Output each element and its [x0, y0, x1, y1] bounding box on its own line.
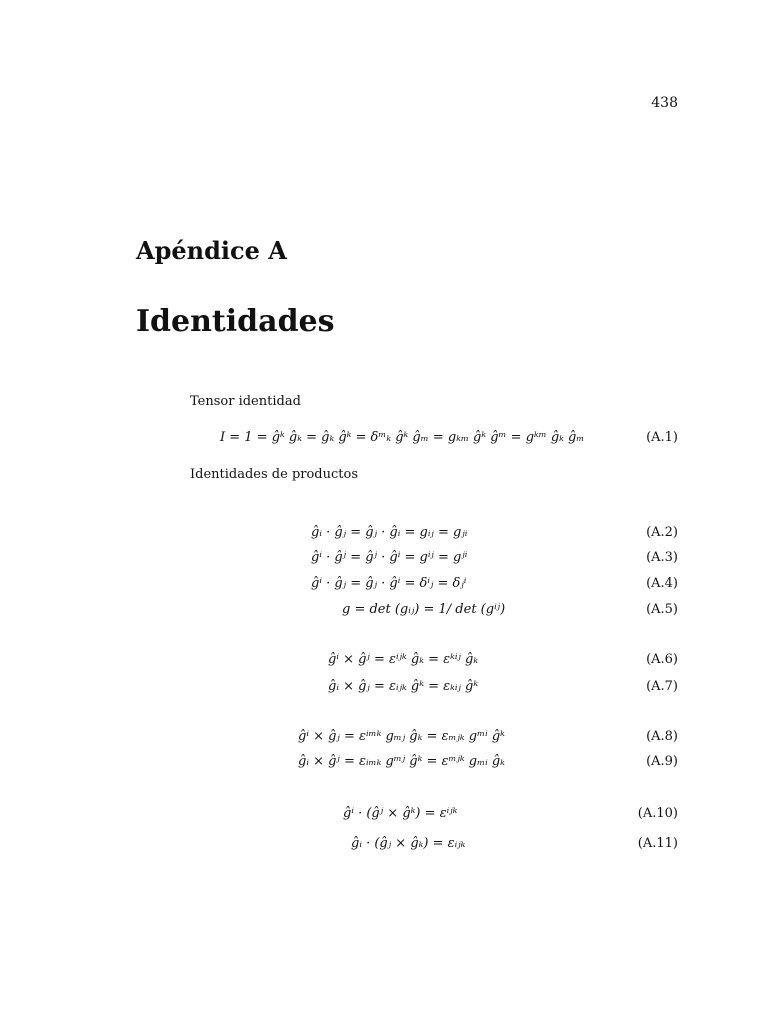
equation-number: (A.3): [646, 550, 678, 565]
equation-number: (A.11): [637, 836, 678, 851]
equation-row: [190, 754, 678, 776]
equation-number: (A.5): [646, 602, 678, 617]
equation-row: [190, 806, 678, 828]
equation-number: (A.1): [646, 430, 678, 445]
equation-row: [190, 729, 678, 751]
equation-formula: ĝⁱ · ĝʲ = ĝʲ · ĝⁱ = gⁱʲ = gʲⁱ: [311, 550, 468, 565]
equation-number: (A.7): [646, 679, 678, 694]
equation-row: [190, 652, 678, 674]
appendix-label: Apéndice A: [136, 236, 287, 265]
equation-formula: ĝⁱ × ĝʲ = εⁱʲᵏ ĝₖ = εᵏⁱʲ ĝₖ: [328, 652, 479, 667]
equation-formula: ĝᵢ × ĝⱼ = εᵢⱼₖ ĝᵏ = εₖᵢⱼ ĝᵏ: [328, 679, 479, 694]
equation-formula: I = 1 = ĝᵏ ĝₖ = ĝₖ ĝᵏ = δᵐₖ ĝᵏ ĝₘ = gₖₘ ĝᵏ ĝᵐ = gᵏᵐ ĝₖ ĝₘ: [220, 430, 585, 445]
equation-formula: ĝⁱ × ĝⱼ = εⁱᵐᵏ gₘⱼ ĝₖ = εₘⱼₖ gᵐⁱ ĝᵏ: [298, 729, 505, 744]
equation-row: [190, 430, 678, 452]
equation-formula: ĝⁱ · ĝⱼ = ĝⱼ · ĝⁱ = δⁱⱼ = δⱼⁱ: [311, 576, 467, 591]
equation-row: [190, 602, 678, 624]
equation-row: [190, 525, 678, 547]
section-label-tensor-identity: Tensor identidad: [190, 394, 301, 409]
equation-formula: ĝᵢ · ĝⱼ = ĝⱼ · ĝᵢ = gᵢⱼ = gⱼᵢ: [311, 525, 468, 540]
equation-row: [190, 550, 678, 572]
page-number: 438: [651, 95, 678, 111]
equation-formula: ĝⁱ · (ĝʲ × ĝᵏ) = εⁱʲᵏ: [343, 806, 458, 821]
equation-number: (A.8): [646, 729, 678, 744]
equation-number: (A.4): [646, 576, 678, 591]
equation-number: (A.6): [646, 652, 678, 667]
equation-number: (A.10): [637, 806, 678, 821]
equation-formula: g = det (gᵢⱼ) = 1/ det (gⁱʲ): [342, 602, 506, 617]
equation-number: (A.9): [646, 754, 678, 769]
equation-formula: ĝᵢ × ĝʲ = εᵢₘₖ gᵐʲ ĝᵏ = εᵐʲᵏ gₘᵢ ĝₖ: [298, 754, 505, 769]
equation-formula: ĝᵢ · (ĝⱼ × ĝₖ) = εᵢⱼₖ: [351, 836, 466, 851]
equation-row: [190, 576, 678, 598]
equation-row: [190, 836, 678, 858]
equation-row: [190, 679, 678, 701]
section-label-product-identities: Identidades de productos: [190, 467, 359, 482]
chapter-title: Identidades: [136, 304, 335, 339]
equation-number: (A.2): [646, 525, 678, 540]
